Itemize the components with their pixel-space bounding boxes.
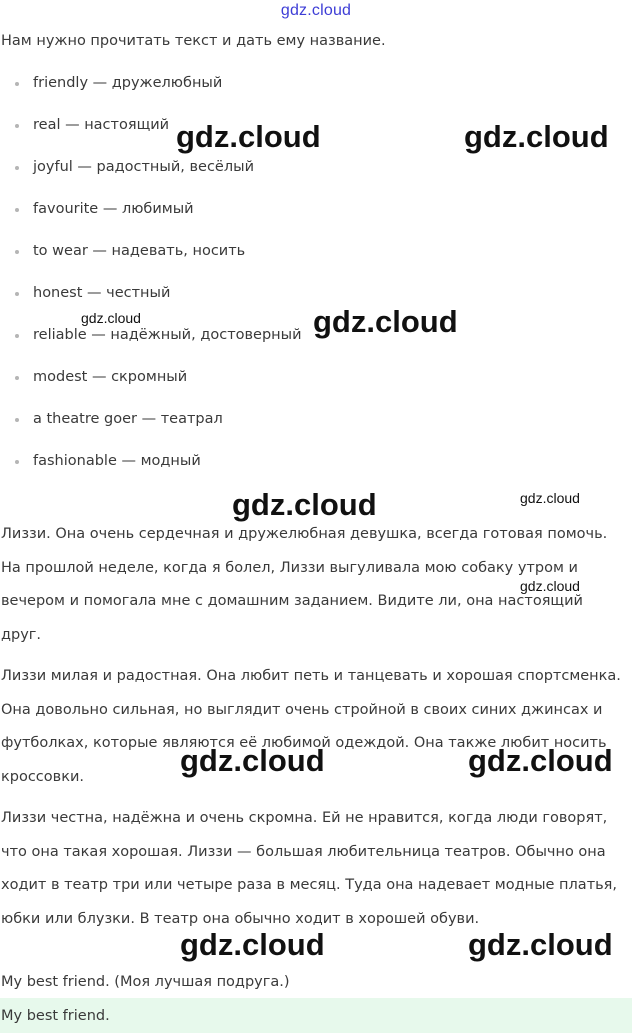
paragraph-line: На прошлой неделе, когда я болел, Лиззи выгуливала мою собаку утром и [1,559,578,576]
paragraph-line: футболках, которые являются её любимой одеждой. Она также любит носить [1,735,607,751]
vocabulary-entry: a theatre goer — театрал [33,411,223,427]
vocabulary-entry: real — настоящий [33,117,170,133]
vocabulary-entry: honest — честный [33,285,171,301]
watermark: gdz.cloud [180,927,325,962]
site-logo[interactable]: gdz.cloud [280,2,352,19]
watermark: gdz.cloud [520,490,580,506]
bullet-icon [15,166,19,170]
watermark: gdz.cloud [81,310,141,326]
watermark: gdz.cloud [468,743,613,778]
vocabulary-entry: joyful — радостный, весёлый [33,159,254,175]
vocabulary-entry: modest — скромный [33,369,188,385]
paragraph-line: Она довольно сильная, но выглядит очень стройной в своих синих джинсах и [1,701,603,718]
bullet-icon [15,124,19,128]
watermark: gdz.cloud [232,487,377,522]
answer-text: My best friend. [1,1008,110,1024]
paragraph-line: Лиззи честна, надёжна и очень скромна. Ей не нравится, когда люди говорят, [1,810,608,826]
vocabulary-entry: friendly — дружелюбный [33,75,223,91]
vocabulary-entry: favourite — любимый [33,201,194,217]
bullet-icon [15,250,19,254]
bullet-icon [15,208,19,212]
vocabulary-entry: reliable — надёжный, достоверный [33,327,302,343]
bullet-icon [15,418,19,422]
bullet-icon [15,82,19,86]
paragraph-line: друг. [1,626,42,643]
vocabulary-entry: to wear — надевать, носить [33,243,246,259]
answer-block [0,998,632,1033]
watermark: gdz.cloud [176,119,321,154]
watermark: gdz.cloud [313,304,458,339]
bullet-icon [15,376,19,380]
paragraph-line: вечером и помогала мне с домашним заданием. Видите ли, она настоящий [1,593,583,609]
paragraph-1 [1,518,632,652]
task-instruction: Нам нужно прочитать текст и дать ему название. [1,33,386,49]
title-answer-line: My best friend. (Моя лучшая подруга.) [1,974,290,990]
vocabulary-entry: fashionable — модный [33,453,201,469]
paragraph-2 [1,660,632,794]
paragraph-line: Лиззи. Она очень сердечная и дружелюбная девушка, всегда готовая помочь. [1,526,608,542]
bullet-icon [15,292,19,296]
paragraph-line: Лиззи милая и радостная. Она любит петь и танцевать и хорошая спортсменка. [1,668,621,684]
paragraph-line: ходит в театр три или четыре раза в месяц. Туда она надевает модные платья, [1,877,618,893]
paragraph-line: юбки или блузки. В театр она обычно ходит в хорошей обуви. [1,910,480,927]
watermark: gdz.cloud [180,743,325,778]
watermark: gdz.cloud [520,578,580,594]
paragraph-line: кроссовки. [1,768,84,785]
paragraph-line: что она такая хорошая. Лиззи — большая любительница театров. Обычно она [1,843,606,860]
watermark: gdz.cloud [464,119,609,154]
watermark: gdz.cloud [468,927,613,962]
paragraph-3 [1,802,632,936]
bullet-icon [15,460,19,464]
bullet-icon [15,334,19,338]
